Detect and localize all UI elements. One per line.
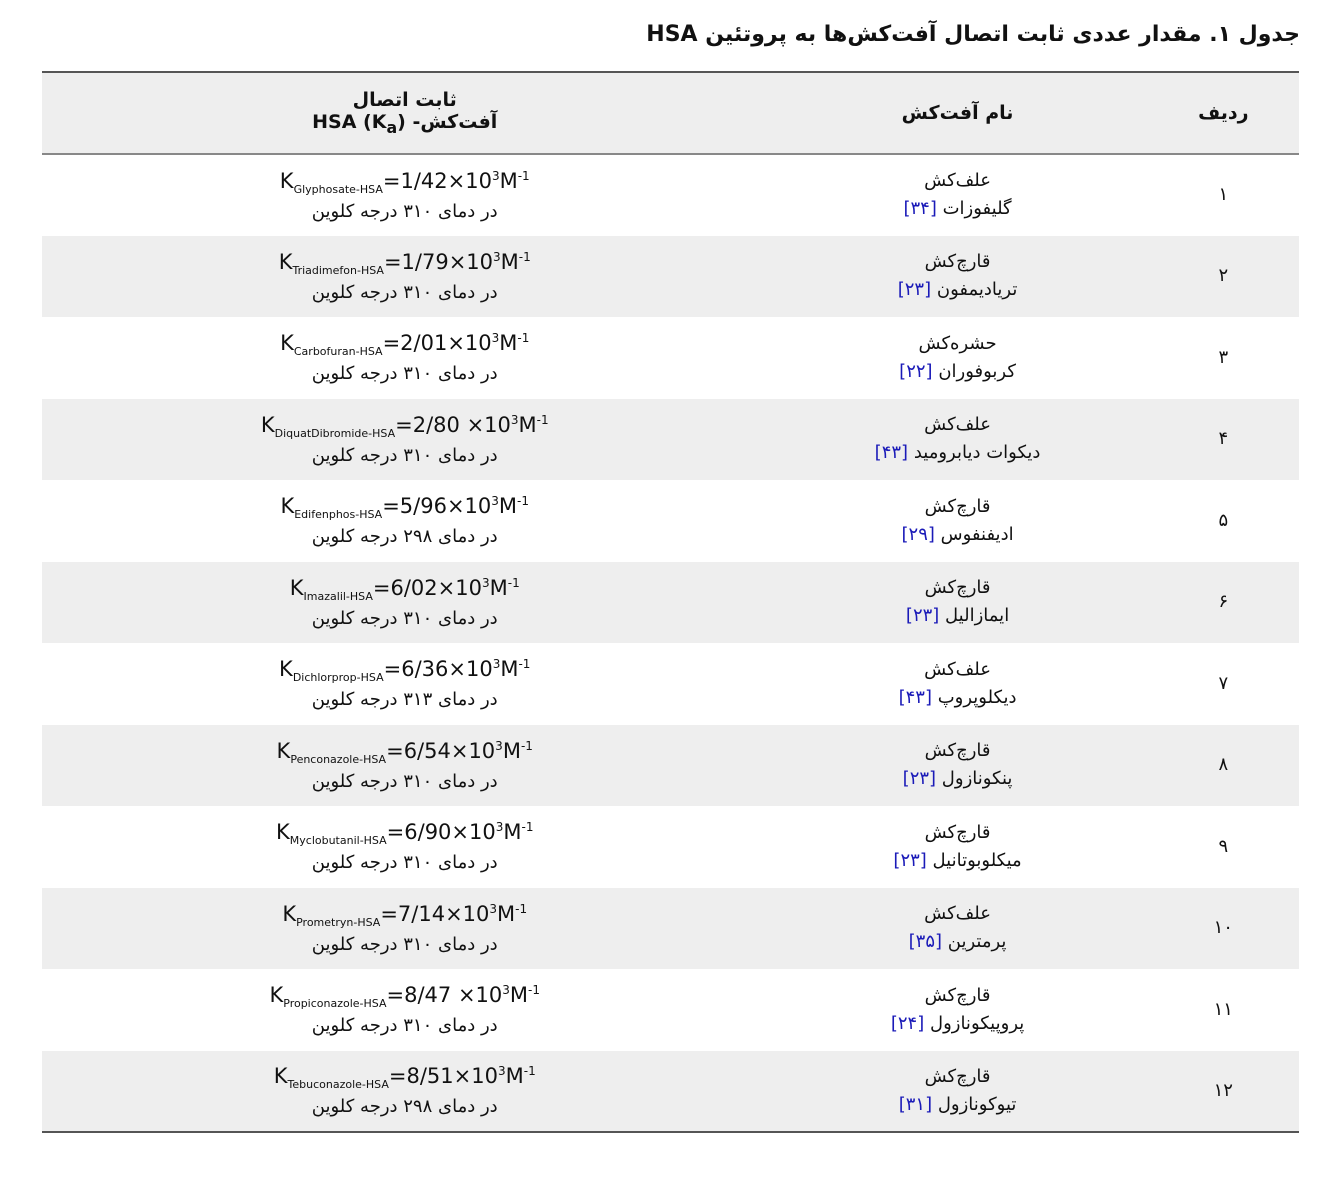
k-unit-exponent: -1 bbox=[517, 168, 530, 183]
header-row bbox=[42, 72, 1299, 154]
header-const-line1: ثابت اتصال bbox=[352, 89, 457, 112]
k-exponent: 3 bbox=[492, 657, 501, 672]
table-row bbox=[42, 480, 1299, 562]
k-unit-exponent: -1 bbox=[507, 575, 520, 590]
k-unit: M bbox=[509, 983, 529, 1008]
k-value: =6/36×10 bbox=[383, 657, 493, 682]
k-unit-exponent: -1 bbox=[523, 1064, 536, 1079]
k-unit: M bbox=[502, 738, 521, 763]
binding-constant-cell bbox=[42, 725, 767, 807]
k-unit-exponent: -1 bbox=[518, 657, 531, 672]
k-subscript: Prometryn-HSA bbox=[296, 915, 381, 929]
row-number: ۶ bbox=[1218, 591, 1229, 613]
pesticide-name: کربوفوران bbox=[938, 360, 1016, 382]
k-unit: M bbox=[503, 820, 522, 845]
temperature-note: در دمای ۳۱۰ درجه کلوین bbox=[311, 1015, 498, 1037]
header-const-k bbox=[312, 111, 406, 137]
pesticide-cell bbox=[767, 888, 1147, 970]
temperature-note: در دمای ۳۱۰ درجه کلوین bbox=[311, 607, 498, 629]
pesticide-type: قارچ‌کش bbox=[924, 821, 991, 843]
reference-link[interactable]: [۲۳] bbox=[905, 605, 940, 627]
reference-link[interactable]: [۲۹] bbox=[901, 523, 935, 545]
pesticide-name: تریادیمفون bbox=[936, 279, 1018, 301]
k-unit: M bbox=[499, 331, 518, 356]
k-subscript: Edifenphos-HSA bbox=[294, 508, 383, 522]
pesticide-name-line bbox=[768, 195, 1146, 223]
binding-constant-cell bbox=[42, 643, 767, 725]
k-exponent: 3 bbox=[497, 1064, 506, 1079]
k-exponent: 3 bbox=[489, 901, 498, 916]
row-number: ۳ bbox=[1218, 346, 1229, 368]
header-row-number: ردیف bbox=[1198, 102, 1249, 124]
pesticide-name: ادیفنفوس bbox=[940, 523, 1014, 545]
k-exponent: 3 bbox=[491, 168, 500, 183]
k-value: =1/79×10 bbox=[383, 249, 494, 274]
header-binding-constant bbox=[42, 72, 767, 154]
row-number: ۸ bbox=[1218, 754, 1229, 776]
k-exponent: 3 bbox=[491, 331, 500, 346]
pesticide-cell bbox=[767, 806, 1147, 888]
temperature-note: در دمای ۲۹۸ درجه کلوین bbox=[311, 1096, 498, 1118]
pesticide-cell bbox=[767, 725, 1147, 807]
temperature-note: در دمای ۳۱۰ درجه کلوین bbox=[311, 281, 498, 303]
k-value: =6/02×10 bbox=[372, 575, 482, 600]
header-const-line2 bbox=[43, 111, 766, 137]
row-number: ۵ bbox=[1218, 509, 1229, 531]
k-unit-exponent: -1 bbox=[517, 494, 530, 509]
k-subscript: Glyphosate-HSA bbox=[293, 182, 383, 196]
table-row bbox=[42, 399, 1299, 481]
pesticide-type: علف‌کش bbox=[924, 170, 991, 192]
table-row bbox=[42, 154, 1299, 236]
pesticide-name: ایمازالیل bbox=[945, 605, 1010, 627]
pesticide-type: قارچ‌کش bbox=[924, 984, 991, 1006]
header-const-pre: آفت‌کش- bbox=[405, 111, 498, 134]
binding-constants-table bbox=[42, 71, 1299, 1133]
temperature-note: در دمای ۳۱۰ درجه کلوین bbox=[311, 933, 498, 955]
binding-constant-value: $K_{Penconazole-HSA}=6/54\times 10^3M^{-1}$ bbox=[276, 738, 533, 766]
reference-link[interactable]: [۳۵] bbox=[908, 931, 943, 953]
pesticide-type: حشره‌کش bbox=[918, 332, 997, 354]
header-const-k-text: HSA (K bbox=[312, 111, 387, 134]
pesticide-cell bbox=[767, 562, 1147, 644]
k-unit: M bbox=[489, 575, 508, 600]
pesticide-name-line bbox=[768, 928, 1146, 956]
table-body bbox=[42, 154, 1299, 1132]
pesticide-name-line bbox=[768, 765, 1146, 793]
pesticide-name: تیوکونازول bbox=[937, 1093, 1017, 1115]
k-unit: M bbox=[500, 657, 519, 682]
reference-link[interactable]: [۲۳] bbox=[902, 768, 937, 790]
table-row bbox=[42, 317, 1299, 399]
k-subscript: Triadimefon-HSA bbox=[292, 263, 384, 277]
pesticide-name-line bbox=[768, 439, 1146, 467]
pesticide-cell bbox=[767, 236, 1147, 318]
reference-link[interactable]: [۳۱] bbox=[898, 1093, 933, 1115]
binding-constant-value: $K_{Glyphosate-HSA}=1/42\times 10^3M^{-1}$ bbox=[279, 168, 530, 196]
binding-constant-cell bbox=[42, 399, 767, 481]
k-unit-exponent: -1 bbox=[528, 983, 540, 998]
reference-link[interactable]: [۴۳] bbox=[874, 442, 909, 464]
k-unit-exponent: -1 bbox=[515, 901, 528, 916]
table-row bbox=[42, 725, 1299, 807]
header-const-k-sub: a bbox=[386, 117, 398, 137]
pesticide-type: علف‌کش bbox=[924, 903, 991, 925]
k-exponent: 3 bbox=[495, 738, 503, 753]
pesticide-name-line bbox=[768, 1091, 1146, 1119]
binding-constant-value: $K_{Imazalil-HSA}=6/02\times 10^3M^{-1}$ bbox=[289, 575, 520, 603]
pesticide-name: میکلوبوتانیل bbox=[932, 849, 1022, 871]
pesticide-cell bbox=[767, 399, 1147, 481]
binding-constant-value: $K_{DiquatDibromide-HSA}=2/80 \times 10^3M^{-1}$ bbox=[260, 412, 549, 440]
k-subscript: Carbofuran-HSA bbox=[293, 345, 383, 359]
row-number: ۱۱ bbox=[1213, 998, 1233, 1020]
binding-constant-cell bbox=[42, 562, 767, 644]
k-value: =6/90×10 bbox=[386, 820, 496, 845]
pesticide-cell bbox=[767, 480, 1147, 562]
reference-link[interactable]: [۳۴] bbox=[903, 198, 937, 220]
pesticide-cell bbox=[767, 154, 1147, 236]
k-exponent: 3 bbox=[491, 494, 499, 509]
reference-link[interactable]: [۲۴] bbox=[890, 1012, 925, 1034]
temperature-note: در دمای ۳۱۳ درجه کلوین bbox=[311, 689, 498, 711]
k-value: =1/42×10 bbox=[382, 168, 492, 193]
table-row bbox=[42, 1051, 1299, 1133]
pesticide-name-line bbox=[768, 276, 1146, 304]
k-subscript: Myclobutanil-HSA bbox=[289, 834, 387, 848]
pesticide-name-line bbox=[768, 602, 1146, 630]
k-unit-exponent: -1 bbox=[521, 820, 534, 835]
temperature-note: در دمای ۳۱۰ درجه کلوین bbox=[311, 444, 498, 466]
k-value: =6/54×10 bbox=[386, 738, 496, 763]
pesticide-type: قارچ‌کش bbox=[924, 495, 991, 517]
row-number: ۷ bbox=[1218, 672, 1229, 694]
temperature-note: در دمای ۳۱۰ درجه کلوین bbox=[311, 852, 498, 874]
pesticide-type: علف‌کش bbox=[924, 414, 991, 436]
k-exponent: 3 bbox=[493, 249, 501, 264]
pesticide-type: علف‌کش bbox=[924, 658, 991, 680]
k-value: =7/14×10 bbox=[380, 901, 490, 926]
pesticide-name-line bbox=[768, 847, 1146, 875]
k-unit: M bbox=[518, 412, 537, 437]
binding-constant-value: $K_{Propiconazole-HSA}=8/47 \times 10^3M^{-1}$ bbox=[269, 983, 540, 1011]
table-row bbox=[42, 969, 1299, 1051]
k-unit: M bbox=[497, 901, 516, 926]
binding-constant-cell bbox=[42, 236, 767, 318]
table-row bbox=[42, 643, 1299, 725]
k-value: =2/01×10 bbox=[382, 331, 492, 356]
header-pesticide-name: نام آفت‌کش bbox=[901, 102, 1014, 124]
binding-constant-value: $K_{Myclobutanil-HSA}=6/90\times 10^3M^{-1}$ bbox=[275, 820, 534, 848]
row-number: ۱۰ bbox=[1213, 917, 1233, 939]
table-row bbox=[42, 888, 1299, 970]
k-unit-exponent: -1 bbox=[520, 738, 533, 753]
k-subscript: Dichlorprop-HSA bbox=[292, 671, 384, 685]
row-number: ۱ bbox=[1218, 184, 1229, 206]
pesticide-name-line bbox=[768, 521, 1146, 549]
pesticide-name-line bbox=[768, 358, 1146, 386]
table-caption: جدول ۱. مقدار عددی ثابت اتصال آفت‌کش‌ها به پروتئین HSA bbox=[646, 22, 1300, 47]
k-unit: M bbox=[505, 1064, 524, 1089]
k-unit-exponent: -1 bbox=[536, 412, 549, 427]
row-number: ۹ bbox=[1218, 835, 1229, 857]
temperature-note: در دمای ۲۹۸ درجه کلوین bbox=[311, 526, 498, 548]
table-header bbox=[42, 72, 1299, 154]
pesticide-type: قارچ‌کش bbox=[924, 1065, 991, 1087]
pesticide-name: پروپیکونازول bbox=[929, 1012, 1025, 1034]
temperature-note: در دمای ۳۱۰ درجه کلوین bbox=[311, 363, 498, 385]
binding-constant-value: $K_{Dichlorprop-HSA}=6/36\times 10^3M^{-1}$ bbox=[279, 657, 531, 685]
k-subscript: Penconazole-HSA bbox=[290, 752, 387, 766]
pesticide-cell bbox=[767, 643, 1147, 725]
pesticide-cell bbox=[767, 317, 1147, 399]
pesticide-name: پرمترین bbox=[947, 931, 1007, 953]
k-subscript: Propiconazole-HSA bbox=[283, 997, 387, 1011]
reference-link[interactable]: [۲۳] bbox=[893, 849, 927, 871]
k-unit-exponent: -1 bbox=[517, 331, 530, 346]
header-const-k-post: ) bbox=[397, 111, 406, 134]
k-unit: M bbox=[498, 494, 518, 519]
k-subscript: DiquatDibromide-HSA bbox=[274, 426, 396, 440]
pesticide-type: قارچ‌کش bbox=[924, 740, 991, 762]
binding-constant-value: $K_{Triadimefon-HSA}=1/79\times 10^3M^{-1}$ bbox=[278, 249, 531, 277]
k-value: =8/51×10 bbox=[388, 1064, 498, 1089]
temperature-note: در دمای ۳۱۰ درجه کلوین bbox=[311, 770, 498, 792]
pesticide-name: دیکوات دیابرومید bbox=[913, 442, 1041, 464]
k-exponent: 3 bbox=[510, 412, 519, 427]
reference-link[interactable]: [۴۳] bbox=[898, 686, 932, 708]
binding-constant-cell bbox=[42, 1051, 767, 1133]
binding-constant-value: $K_{Carbofuran-HSA}=2/01\times 10^3M^{-1}$ bbox=[280, 331, 530, 359]
binding-constant-value: $K_{Edifenphos-HSA}=5/96\times 10^3M^{-1}$ bbox=[280, 494, 530, 522]
binding-constant-value: $K_{Prometryn-HSA}=7/14\times 10^3M^{-1}$ bbox=[282, 901, 528, 929]
pesticide-name: پنکونازول bbox=[941, 768, 1013, 790]
binding-constant-cell bbox=[42, 480, 767, 562]
temperature-note: در دمای ۳۱۰ درجه کلوین bbox=[311, 200, 498, 222]
k-unit-exponent: -1 bbox=[518, 249, 531, 264]
pesticide-cell bbox=[767, 969, 1147, 1051]
row-number: ۲ bbox=[1218, 265, 1229, 287]
binding-constant-value: $K_{Tebuconazole-HSA}=8/51\times 10^3M^{-1}$ bbox=[273, 1064, 536, 1092]
k-unit: M bbox=[499, 168, 518, 193]
k-subscript: Imazalil-HSA bbox=[303, 589, 373, 603]
binding-constant-cell bbox=[42, 806, 767, 888]
table-row bbox=[42, 806, 1299, 888]
binding-constant-cell bbox=[42, 969, 767, 1051]
k-exponent: 3 bbox=[502, 983, 510, 998]
pesticide-name-line bbox=[768, 1010, 1146, 1038]
k-unit: M bbox=[500, 249, 519, 274]
reference-link[interactable]: [۲۲] bbox=[899, 360, 933, 382]
k-value: =2/80 ×10 bbox=[395, 412, 511, 437]
row-number: ۱۲ bbox=[1213, 1079, 1233, 1101]
pesticide-name: دیکلوپروپ bbox=[937, 686, 1017, 708]
binding-constant-cell bbox=[42, 154, 767, 236]
k-exponent: 3 bbox=[481, 575, 490, 590]
pesticide-name-line bbox=[768, 684, 1146, 712]
pesticide-type: قارچ‌کش bbox=[924, 251, 991, 273]
reference-link[interactable]: [۲۳] bbox=[897, 279, 932, 301]
k-exponent: 3 bbox=[495, 820, 504, 835]
k-subscript: Tebuconazole-HSA bbox=[287, 1078, 389, 1092]
pesticide-cell bbox=[767, 1051, 1147, 1133]
pesticide-type: قارچ‌کش bbox=[924, 577, 991, 599]
binding-constant-cell bbox=[42, 888, 767, 970]
table-row bbox=[42, 236, 1299, 318]
k-value: =5/96×10 bbox=[382, 494, 492, 519]
k-value: =8/47 ×10 bbox=[386, 983, 503, 1008]
pesticide-name: گلیفوزات bbox=[942, 198, 1012, 220]
binding-constant-cell bbox=[42, 317, 767, 399]
row-number: ۴ bbox=[1218, 428, 1229, 450]
table-row bbox=[42, 562, 1299, 644]
